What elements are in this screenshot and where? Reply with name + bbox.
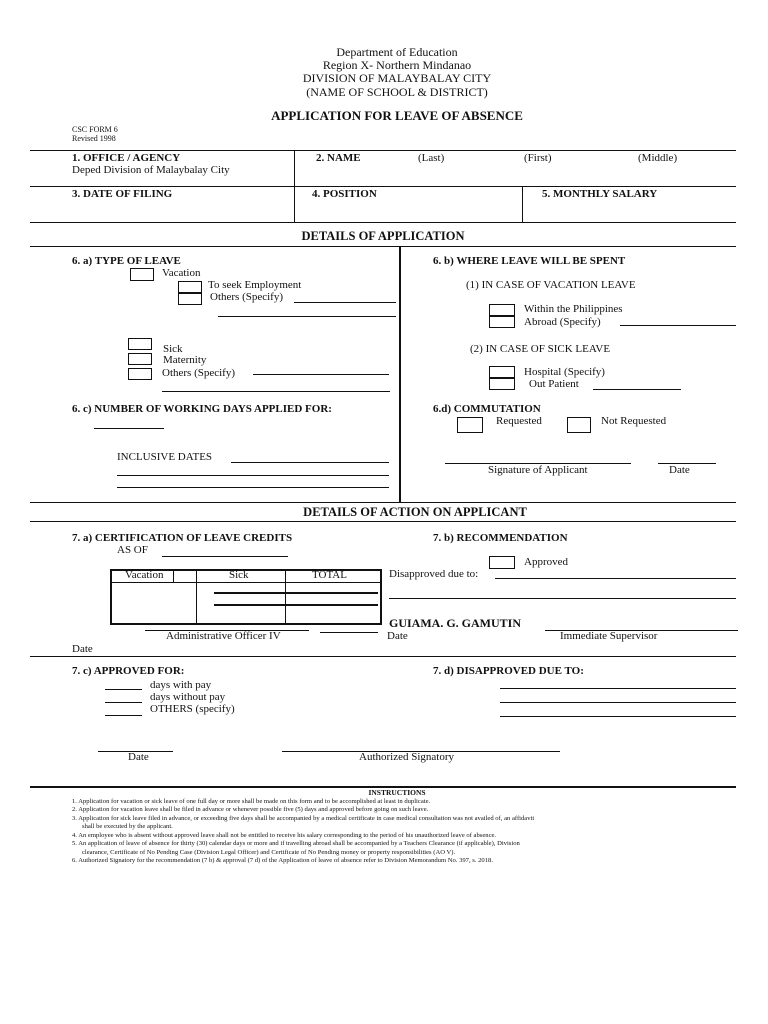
hospital-checkbox[interactable] (489, 366, 515, 378)
admin-date-label: Date (387, 630, 408, 642)
name-first: (First) (524, 152, 552, 164)
inclusive-dates-label: INCLUSIVE DATES (117, 451, 213, 463)
recommendation-label: 7. b) RECOMMENDATION (433, 532, 568, 544)
vacation-case-label: (1) IN CASE OF VACATION LEAVE (466, 279, 636, 291)
approved-for-label: 7. c) APPROVED FOR: (72, 665, 185, 677)
sick-others-line[interactable] (253, 374, 389, 375)
vacation-others-checkbox[interactable] (178, 293, 202, 305)
sick-checkbox[interactable] (128, 338, 152, 350)
requested-checkbox[interactable] (457, 417, 483, 433)
instruction-item: 5. An application of leave of absence for thirty (30) calendar days or more and if travelling abroad shall be accompanied by a Teachers Clearance (if applicable), Division (72, 840, 520, 847)
instruction-item: 1. Application for vacation or sick leave of one full day or more shall be made on this form and to be accomplished at least in duplicate. (72, 798, 431, 805)
not-requested-label: Not Requested (601, 415, 667, 427)
form-title: APPLICATION FOR LEAVE OF ABSENCE (271, 108, 523, 123)
approved-label: Approved (524, 556, 568, 568)
office-label: 1. OFFICE / AGENCY (72, 152, 181, 164)
instruction-item: 3. Application for sick leave filed in advance, or exceeding five days shall be accompanied by a medical certificate in case medical consultation was not availed of, an affidavit (72, 815, 535, 822)
divider (285, 569, 286, 623)
abroad-checkbox[interactable] (489, 316, 515, 328)
vacation-checkbox[interactable] (130, 268, 154, 281)
form-revised: Revised 1998 (72, 134, 116, 143)
col-vacation: Vacation (125, 569, 164, 581)
within-ph-label: Within the Philippines (524, 303, 623, 315)
instruction-item: 2. Application for vacation leave shall be filed in advance or whenever possible five (5) days and approved before going on such leave. (72, 806, 429, 813)
header-division: DIVISION OF MALAYBALAY CITY (302, 71, 492, 85)
position-label: 4. POSITION (312, 188, 377, 200)
disapproved-line[interactable] (495, 578, 736, 579)
working-days-line[interactable] (94, 428, 164, 429)
working-days-label: 6. c) NUMBER OF WORKING DAYS APPLIED FOR: (72, 403, 332, 415)
others-line[interactable] (105, 715, 142, 716)
seek-employment-label: To seek Employment (208, 279, 302, 291)
as-of-label: AS OF (117, 544, 148, 556)
instructions-title: INSTRUCTIONS (368, 788, 426, 797)
col-sick: Sick (229, 569, 249, 581)
header-region: Region X- Northern Mindanao (322, 58, 472, 72)
out-patient-label: Out Patient (529, 378, 579, 390)
days-without-pay-line[interactable] (105, 702, 142, 703)
divider (110, 582, 380, 583)
out-patient-checkbox[interactable] (489, 378, 515, 390)
header-school: (NAME OF SCHOOL & DISTRICT) (306, 85, 488, 99)
header-deped: Department of Education (336, 45, 458, 59)
divider (522, 186, 523, 222)
signature-applicant-label: Signature of Applicant (488, 464, 588, 476)
inclusive-dates-line[interactable] (231, 462, 389, 463)
divider (30, 502, 736, 503)
commutation-label: 6.d) COMMUTATION (433, 403, 541, 415)
divider (30, 186, 736, 187)
authorized-signatory-label: Authorized Signatory (359, 751, 455, 763)
disapproved-reason-line-2[interactable] (500, 702, 736, 703)
sick-others-label: Others (Specify) (162, 367, 236, 379)
admin-officer-label: Administrative Officer IV (166, 630, 281, 642)
disapproved-due-label: Disapproved due to: (389, 568, 479, 580)
sick-others-checkbox[interactable] (128, 368, 152, 380)
office-value[interactable]: Deped Division of Malaybalay City (72, 164, 230, 176)
sick-others-line-2[interactable] (162, 391, 390, 392)
others-specify-label: OTHERS (specify) (150, 703, 235, 715)
divider (30, 656, 736, 657)
divider (30, 521, 736, 522)
within-ph-checkbox[interactable] (489, 304, 515, 316)
form-number: CSC FORM 6 (72, 125, 118, 134)
abroad-label: Abroad (Specify) (524, 316, 601, 328)
applicant-date-label: Date (669, 464, 690, 476)
where-spent-label: 6. b) WHERE LEAVE WILL BE SPENT (433, 255, 626, 267)
hospital-label: Hospital (Specify) (524, 366, 605, 378)
section-details-title: DETAILS OF APPLICATION (301, 229, 465, 243)
out-patient-line[interactable] (593, 389, 681, 390)
maternity-label: Maternity (163, 354, 207, 366)
disapproved-reason-line[interactable] (500, 688, 736, 689)
days-without-pay-label: days without pay (150, 691, 226, 703)
not-requested-checkbox[interactable] (567, 417, 591, 433)
disapproved-for-label: 7. d) DISAPPROVED DUE TO: (433, 665, 584, 677)
as-of-line[interactable] (162, 556, 288, 557)
instruction-item: shall be executed by the applicant. (82, 823, 173, 830)
disapproved-reason-line-3[interactable] (500, 716, 736, 717)
vacation-others-label: Others (Specify) (210, 291, 284, 303)
disapproved-line-2[interactable] (389, 598, 736, 599)
type-of-leave-label: 6. a) TYPE OF LEAVE (72, 255, 181, 267)
immediate-supervisor-label: Immediate Supervisor (560, 630, 658, 642)
certification-label: 7. a) CERTIFICATION OF LEAVE CREDITS (72, 532, 293, 544)
vacation-others-line[interactable] (294, 302, 396, 303)
requested-label: Requested (496, 415, 542, 427)
name-last: (Last) (418, 152, 445, 164)
divider (30, 222, 736, 223)
col-total: TOTAL (312, 569, 347, 581)
seek-employment-checkbox[interactable] (178, 281, 202, 293)
vacation-label: Vacation (162, 267, 201, 279)
approved-checkbox[interactable] (489, 556, 515, 569)
vacation-others-line-2[interactable] (218, 316, 396, 317)
vacation-credit-box[interactable] (173, 570, 197, 583)
maternity-checkbox[interactable] (128, 353, 152, 365)
supervisor-date-label: Date (72, 643, 93, 655)
sick-label: Sick (163, 343, 183, 355)
section-action-title: DETAILS OF ACTION ON APPLICANT (303, 505, 527, 519)
days-with-pay-line[interactable] (105, 689, 142, 690)
bottom-date-label: Date (128, 751, 149, 763)
inclusive-dates-line-2[interactable] (117, 475, 389, 476)
inclusive-dates-line-3[interactable] (117, 487, 389, 488)
salary-label: 5. MONTHLY SALARY (542, 188, 658, 200)
supervisor-name: GUIAMA. G. GAMUTIN (389, 616, 521, 630)
divider (30, 150, 736, 151)
days-with-pay-label: days with pay (150, 679, 212, 691)
credits-line (214, 592, 378, 594)
credits-line (214, 604, 378, 606)
name-middle: (Middle) (638, 152, 678, 164)
sick-case-label: (2) IN CASE OF SICK LEAVE (470, 343, 611, 355)
abroad-line[interactable] (620, 325, 736, 326)
instruction-item: 4. An employee who is absent without approved leave shall not be entitled to receive his salary corresponding to the period of his unauthorized leave of absence. (72, 832, 497, 839)
instruction-item: 6. Authorized Signatory for the recommendation (7 b) & approval (7 d) of the Application of leave of absence refer to Division Memorandum No. 397, s. 2018. (72, 857, 493, 864)
name-label: 2. NAME (316, 152, 361, 164)
date-filing-label: 3. DATE OF FILING (72, 188, 173, 200)
divider (399, 246, 401, 502)
divider (30, 246, 736, 247)
instruction-item: clearance, Certificate of No Pending Case (Division Legal Officer) and Certificate of No Pending money or property responsibilities (AO V). (82, 849, 456, 856)
admin-date-line[interactable] (320, 632, 378, 633)
